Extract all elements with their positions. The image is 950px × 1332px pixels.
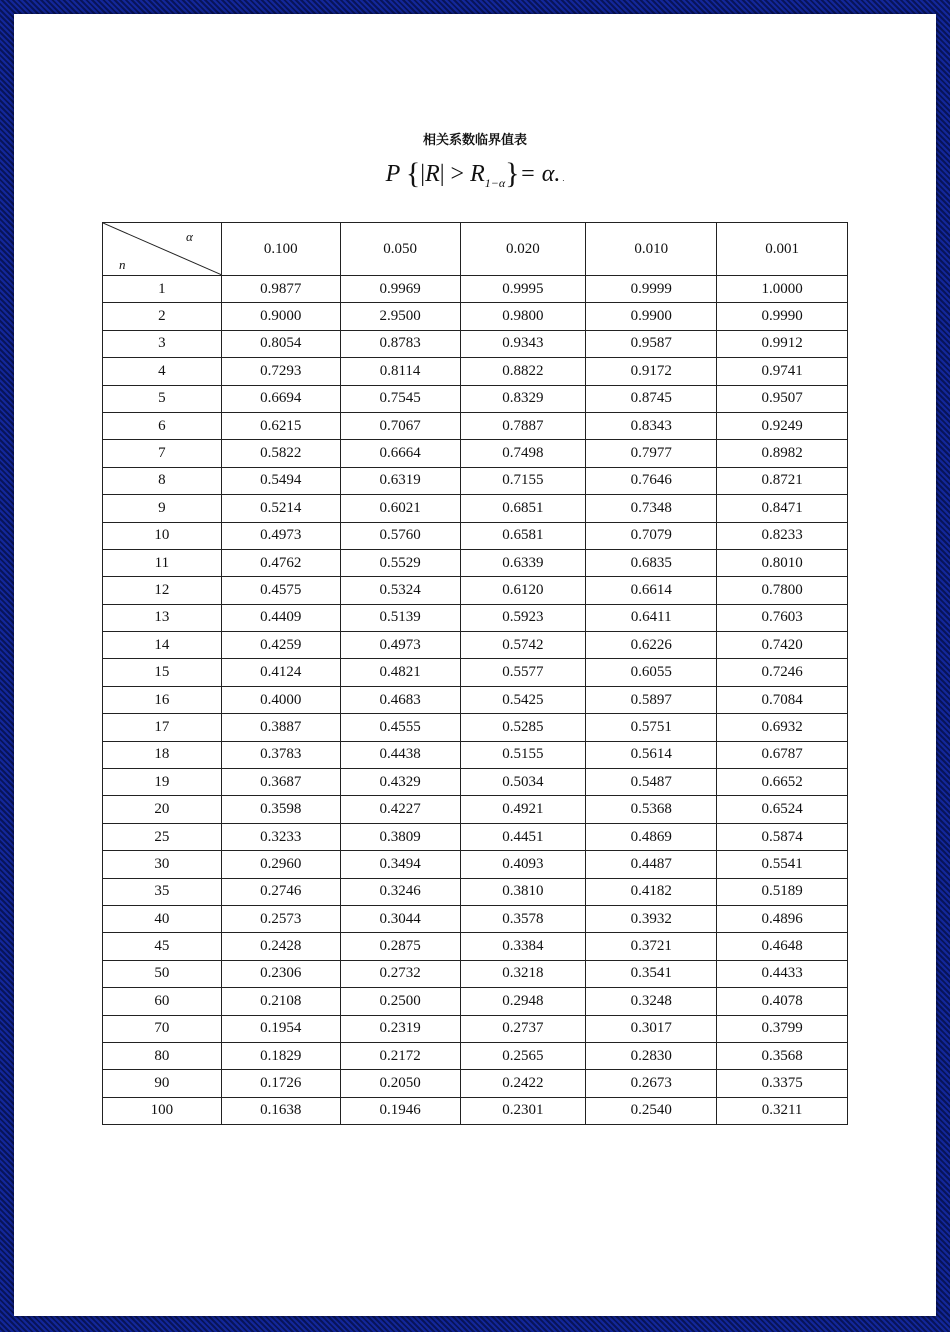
value-cell: 0.7079 <box>586 522 717 549</box>
value-cell: 0.3375 <box>717 1070 848 1097</box>
column-header: 0.001 <box>717 223 848 276</box>
value-cell: 0.4409 <box>221 604 340 631</box>
row-n-cell: 1 <box>103 276 222 303</box>
value-cell: 0.6120 <box>460 577 586 604</box>
value-cell: 0.5214 <box>221 495 340 522</box>
value-cell: 0.4124 <box>221 659 340 686</box>
formula-close-brace: } <box>505 157 520 190</box>
table-row <box>103 358 848 385</box>
value-cell: 0.3799 <box>717 1015 848 1042</box>
value-cell: 0.2737 <box>460 1015 586 1042</box>
value-cell: 0.3887 <box>221 714 340 741</box>
table-row <box>103 741 848 768</box>
value-cell: 0.2319 <box>340 1015 460 1042</box>
value-cell: 0.2428 <box>221 933 340 960</box>
row-n-cell: 2 <box>103 303 222 330</box>
value-cell: 0.2301 <box>460 1097 586 1124</box>
value-cell: 0.9249 <box>717 412 848 439</box>
value-cell: 0.9900 <box>586 303 717 330</box>
row-n-cell: 90 <box>103 1070 222 1097</box>
value-cell: 0.6932 <box>717 714 848 741</box>
row-n-cell: 25 <box>103 823 222 850</box>
formula-p: P <box>385 161 400 187</box>
value-cell: 0.2306 <box>221 960 340 987</box>
value-cell: 0.6581 <box>460 522 586 549</box>
table-row <box>103 1070 848 1097</box>
table-row <box>103 933 848 960</box>
value-cell: 0.7887 <box>460 412 586 439</box>
row-n-cell: 5 <box>103 385 222 412</box>
header-row <box>103 223 848 276</box>
value-cell: 0.3494 <box>340 851 460 878</box>
table-row <box>103 577 848 604</box>
value-cell: 0.3598 <box>221 796 340 823</box>
corner-cell <box>103 223 222 276</box>
table-row <box>103 632 848 659</box>
value-cell: 0.1946 <box>340 1097 460 1124</box>
table-row <box>103 905 848 932</box>
value-cell: 0.5189 <box>717 878 848 905</box>
value-cell: 0.8329 <box>460 385 586 412</box>
table-row <box>103 1097 848 1124</box>
value-cell: 0.9999 <box>586 276 717 303</box>
value-cell: 0.5425 <box>460 686 586 713</box>
formula-bar-open: | <box>420 161 426 187</box>
value-cell: 0.4438 <box>340 741 460 768</box>
table-row <box>103 303 848 330</box>
value-cell: 0.5577 <box>460 659 586 686</box>
value-cell: 0.5529 <box>340 549 460 576</box>
value-cell: 0.7603 <box>717 604 848 631</box>
row-n-cell: 6 <box>103 412 222 439</box>
value-cell: 0.4762 <box>221 549 340 576</box>
row-n-cell: 11 <box>103 549 222 576</box>
value-cell: 0.4555 <box>340 714 460 741</box>
table-row <box>103 467 848 494</box>
table-row <box>103 878 848 905</box>
value-cell: 0.7545 <box>340 385 460 412</box>
value-cell: 0.9877 <box>221 276 340 303</box>
table-row <box>103 276 848 303</box>
value-cell: 0.6787 <box>717 741 848 768</box>
value-cell: 0.3248 <box>586 988 717 1015</box>
value-cell: 0.9912 <box>717 330 848 357</box>
value-cell: 0.5822 <box>221 440 340 467</box>
value-cell: 0.2422 <box>460 1070 586 1097</box>
value-cell: 0.2673 <box>586 1070 717 1097</box>
formula-r-critical: R <box>470 161 485 187</box>
value-cell: 0.9172 <box>586 358 717 385</box>
value-cell: 0.9741 <box>717 358 848 385</box>
value-cell: 0.7498 <box>460 440 586 467</box>
value-cell: 0.4433 <box>717 960 848 987</box>
value-cell: 0.4973 <box>340 632 460 659</box>
value-cell: 0.3246 <box>340 878 460 905</box>
value-cell: 0.7800 <box>717 577 848 604</box>
value-cell: 0.6215 <box>221 412 340 439</box>
value-cell: 0.2732 <box>340 960 460 987</box>
value-cell: 0.8010 <box>717 549 848 576</box>
probability-formula <box>0 152 950 203</box>
value-cell: 0.5923 <box>460 604 586 631</box>
value-cell: 0.8471 <box>717 495 848 522</box>
table-row <box>103 522 848 549</box>
value-cell: 0.7293 <box>221 358 340 385</box>
value-cell: 0.4000 <box>221 686 340 713</box>
row-n-cell: 3 <box>103 330 222 357</box>
value-cell: 0.2500 <box>340 988 460 1015</box>
value-cell: 0.6835 <box>586 549 717 576</box>
value-cell: 0.3233 <box>221 823 340 850</box>
value-cell: 0.6694 <box>221 385 340 412</box>
value-cell: 0.9995 <box>460 276 586 303</box>
value-cell: 1.0000 <box>717 276 848 303</box>
table-row <box>103 385 848 412</box>
row-n-cell: 15 <box>103 659 222 686</box>
row-n-cell: 14 <box>103 632 222 659</box>
value-cell: 0.4451 <box>460 823 586 850</box>
value-cell: 0.4896 <box>717 905 848 932</box>
value-cell: 0.8054 <box>221 330 340 357</box>
formula-gt: > <box>444 161 471 187</box>
value-cell: 0.8343 <box>586 412 717 439</box>
value-cell: 0.5139 <box>340 604 460 631</box>
corner-alpha-label: α <box>185 229 193 244</box>
value-cell: 0.2172 <box>340 1042 460 1069</box>
value-cell: 0.4821 <box>340 659 460 686</box>
row-n-cell: 45 <box>103 933 222 960</box>
value-cell: 0.2540 <box>586 1097 717 1124</box>
value-cell: 0.9969 <box>340 276 460 303</box>
value-cell: 0.3578 <box>460 905 586 932</box>
value-cell: 0.9990 <box>717 303 848 330</box>
row-n-cell: 13 <box>103 604 222 631</box>
value-cell: 0.6021 <box>340 495 460 522</box>
value-cell: 0.9343 <box>460 330 586 357</box>
value-cell: 0.5487 <box>586 769 717 796</box>
value-cell: 0.5285 <box>460 714 586 741</box>
value-cell: 0.4078 <box>717 988 848 1015</box>
row-n-cell: 12 <box>103 577 222 604</box>
table-row <box>103 495 848 522</box>
table-row <box>103 988 848 1015</box>
formula-subscript: 1−α <box>484 176 506 190</box>
value-cell: 0.7420 <box>717 632 848 659</box>
row-n-cell: 9 <box>103 495 222 522</box>
value-cell: 0.6614 <box>586 577 717 604</box>
value-cell: 0.4259 <box>221 632 340 659</box>
table-row <box>103 1042 848 1069</box>
table-row <box>103 549 848 576</box>
value-cell: 0.1954 <box>221 1015 340 1042</box>
row-n-cell: 80 <box>103 1042 222 1069</box>
value-cell: 0.6524 <box>717 796 848 823</box>
value-cell: 0.2960 <box>221 851 340 878</box>
value-cell: 2.9500 <box>340 303 460 330</box>
value-cell: 0.5897 <box>586 686 717 713</box>
row-n-cell: 30 <box>103 851 222 878</box>
value-cell: 0.3568 <box>717 1042 848 1069</box>
value-cell: 0.2746 <box>221 878 340 905</box>
table-row <box>103 960 848 987</box>
value-cell: 0.3810 <box>460 878 586 905</box>
value-cell: 0.4093 <box>460 851 586 878</box>
value-cell: 0.8745 <box>586 385 717 412</box>
table-row <box>103 851 848 878</box>
column-header: 0.020 <box>460 223 586 276</box>
document-title: 相关系数临界值表 <box>422 133 527 148</box>
formula-trailing-dot: . <box>560 174 565 183</box>
column-header: 0.050 <box>340 223 460 276</box>
column-header: 0.100 <box>221 223 340 276</box>
value-cell: 0.4487 <box>586 851 717 878</box>
column-header: 0.010 <box>586 223 717 276</box>
value-cell: 0.6319 <box>340 467 460 494</box>
value-cell: 0.9800 <box>460 303 586 330</box>
value-cell: 0.5368 <box>586 796 717 823</box>
value-cell: 0.3687 <box>221 769 340 796</box>
value-cell: 0.6652 <box>717 769 848 796</box>
value-cell: 0.2830 <box>586 1042 717 1069</box>
value-cell: 0.5034 <box>460 769 586 796</box>
value-cell: 0.4575 <box>221 577 340 604</box>
critical-values-table <box>102 222 848 1125</box>
value-cell: 0.1726 <box>221 1070 340 1097</box>
value-cell: 0.4182 <box>586 878 717 905</box>
value-cell: 0.3783 <box>221 741 340 768</box>
row-n-cell: 4 <box>103 358 222 385</box>
value-cell: 0.2573 <box>221 905 340 932</box>
table-row <box>103 1015 848 1042</box>
row-n-cell: 18 <box>103 741 222 768</box>
value-cell: 0.5541 <box>717 851 848 878</box>
value-cell: 0.2948 <box>460 988 586 1015</box>
value-cell: 0.2050 <box>340 1070 460 1097</box>
row-n-cell: 35 <box>103 878 222 905</box>
value-cell: 0.2108 <box>221 988 340 1015</box>
value-cell: 0.3218 <box>460 960 586 987</box>
value-cell: 0.4683 <box>340 686 460 713</box>
value-cell: 0.4329 <box>340 769 460 796</box>
value-cell: 0.9587 <box>586 330 717 357</box>
value-cell: 0.3044 <box>340 905 460 932</box>
value-cell: 0.3211 <box>717 1097 848 1124</box>
value-cell: 0.8783 <box>340 330 460 357</box>
row-n-cell: 17 <box>103 714 222 741</box>
row-n-cell: 100 <box>103 1097 222 1124</box>
row-n-cell: 16 <box>103 686 222 713</box>
formula-equals-alpha: = α. <box>519 161 561 187</box>
table-row <box>103 659 848 686</box>
value-cell: 0.2565 <box>460 1042 586 1069</box>
value-cell: 0.3932 <box>586 905 717 932</box>
value-cell: 0.7084 <box>717 686 848 713</box>
value-cell: 0.3809 <box>340 823 460 850</box>
value-cell: 0.5614 <box>586 741 717 768</box>
value-cell: 0.4648 <box>717 933 848 960</box>
row-n-cell: 19 <box>103 769 222 796</box>
table-row <box>103 769 848 796</box>
table-body <box>103 276 848 1125</box>
table-row <box>103 440 848 467</box>
table-row <box>103 714 848 741</box>
table-row <box>103 604 848 631</box>
value-cell: 0.5760 <box>340 522 460 549</box>
value-cell: 0.7646 <box>586 467 717 494</box>
value-cell: 0.7067 <box>340 412 460 439</box>
value-cell: 0.7977 <box>586 440 717 467</box>
table-row <box>103 330 848 357</box>
value-cell: 0.5155 <box>460 741 586 768</box>
row-n-cell: 7 <box>103 440 222 467</box>
value-cell: 0.8114 <box>340 358 460 385</box>
table-row <box>103 686 848 713</box>
row-n-cell: 40 <box>103 905 222 932</box>
row-n-cell: 10 <box>103 522 222 549</box>
value-cell: 0.8721 <box>717 467 848 494</box>
value-cell: 0.2875 <box>340 933 460 960</box>
value-cell: 0.9507 <box>717 385 848 412</box>
corner-n-label: n <box>119 257 126 272</box>
value-cell: 0.5742 <box>460 632 586 659</box>
value-cell: 0.8233 <box>717 522 848 549</box>
table-row <box>103 823 848 850</box>
value-cell: 0.6339 <box>460 549 586 576</box>
value-cell: 0.6851 <box>460 495 586 522</box>
value-cell: 0.4227 <box>340 796 460 823</box>
value-cell: 0.6226 <box>586 632 717 659</box>
value-cell: 0.8982 <box>717 440 848 467</box>
value-cell: 0.5494 <box>221 467 340 494</box>
value-cell: 0.6055 <box>586 659 717 686</box>
value-cell: 0.5874 <box>717 823 848 850</box>
value-cell: 0.8822 <box>460 358 586 385</box>
value-cell: 0.9000 <box>221 303 340 330</box>
formula-r: R <box>425 161 440 187</box>
row-n-cell: 70 <box>103 1015 222 1042</box>
value-cell: 0.6411 <box>586 604 717 631</box>
value-cell: 0.3541 <box>586 960 717 987</box>
formula-open-brace: { <box>405 157 421 190</box>
value-cell: 0.3721 <box>586 933 717 960</box>
value-cell: 0.4869 <box>586 823 717 850</box>
row-n-cell: 8 <box>103 467 222 494</box>
value-cell: 0.1638 <box>221 1097 340 1124</box>
value-cell: 0.7348 <box>586 495 717 522</box>
value-cell: 0.4921 <box>460 796 586 823</box>
value-cell: 0.5324 <box>340 577 460 604</box>
row-n-cell: 60 <box>103 988 222 1015</box>
value-cell: 0.3384 <box>460 933 586 960</box>
table-row <box>103 796 848 823</box>
row-n-cell: 50 <box>103 960 222 987</box>
value-cell: 0.7246 <box>717 659 848 686</box>
value-cell: 0.1829 <box>221 1042 340 1069</box>
value-cell: 0.6664 <box>340 440 460 467</box>
value-cell: 0.3017 <box>586 1015 717 1042</box>
value-cell: 0.7155 <box>460 467 586 494</box>
value-cell: 0.4973 <box>221 522 340 549</box>
formula-bar-close: | <box>439 161 445 187</box>
row-n-cell: 20 <box>103 796 222 823</box>
table-row <box>103 412 848 439</box>
value-cell: 0.5751 <box>586 714 717 741</box>
